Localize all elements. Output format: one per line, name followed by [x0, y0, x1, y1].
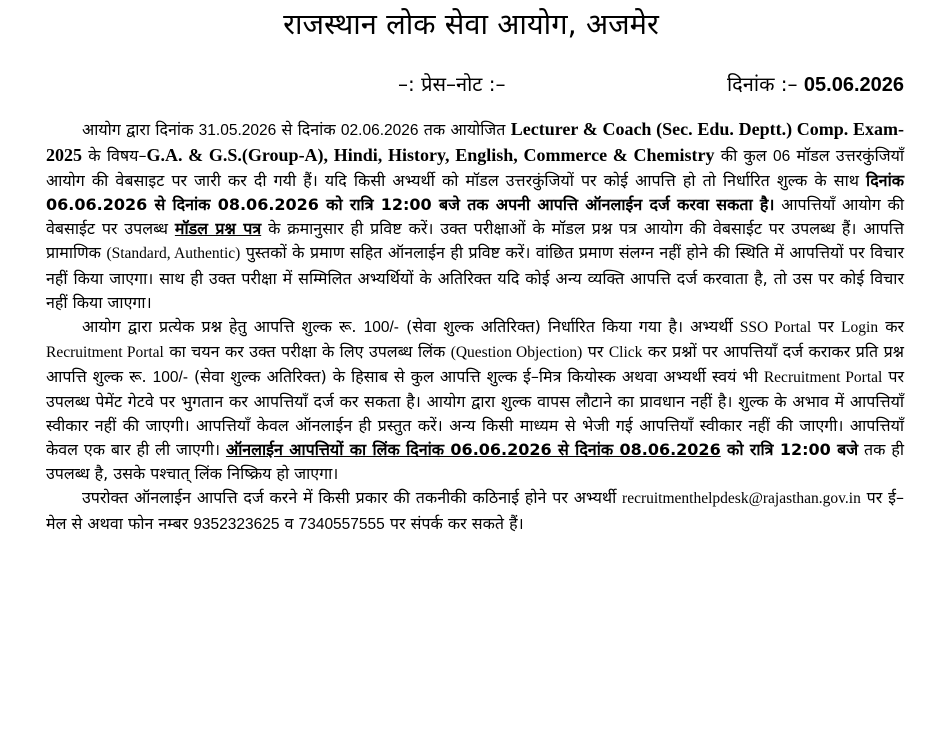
body-text	[46, 117, 904, 537]
para2-text: पर	[811, 316, 842, 336]
objection-link-window-underlined: ऑनलाईन आपत्तियों का लिंक दिनांक 06.06.2026 से दिनांक 08.06.2026	[225, 440, 721, 460]
paragraph-3	[46, 486, 904, 536]
para2-text: का चयन कर उक्त परीक्षा के लिए उपलब्ध लिंक	[163, 341, 451, 361]
para1-text: पुस्तकों के प्रमाण सहित ऑनलाईन ही प्रविष्ट करें। वांछित प्रमाण संलग्न नहीं होने की स्थिति में आपत्तियों पर विचार नहीं किया जाएगा। साथ ही उक्त परीक्षा में सम्मिलित अभ्यर्थियों के अतिरिक्त यदि कोई अन्य व्यक्ति आपत्ति दर्ज करवाता है, तो उस पर कोई विचार नहीं किया जाएगा।	[46, 243, 904, 312]
para1-text: के क्रमानुसार ही प्रविष्ट करें। उक्त परीक्षाओं के मॉडल प्रश्न पत्र आयोग की वेबसाईट पर उपलब्ध हैं। आपत्ति प्रामाणिक	[46, 219, 904, 263]
para1-text: मॉडल उत्तरकुंजियाँ आयोग की वेबसाइट पर जारी कर दी गयी हैं। यदि किसी अभ्यर्थी को मॉडल उत्तरकुंजियों पर कोई आपत्ति हो तो निर्धारित शुल्क के साथ	[46, 146, 905, 191]
para1-text: आयोग द्वारा दिनांक	[82, 120, 199, 139]
exam-name: Lecturer & Coach (Sec. Edu. Deptt.) Comp. Exam-2025	[46, 119, 904, 166]
para3-text: उपरोक्त ऑनलाईन आपत्ति दर्ज करने में किसी प्रकार की तकनीकी कठिनाई होने पर अभ्यर्थी	[82, 488, 623, 508]
helpdesk-email: recruitmenthelpdesk@rajasthan.gov.in	[622, 490, 861, 508]
fee-amount: 100/-	[363, 318, 399, 336]
press-note-heading: –: प्रेस–नोट :–	[398, 72, 506, 96]
paragraph-2	[46, 315, 904, 487]
recruitment-portal-text: Recruitment Portal	[46, 343, 164, 361]
para1-end-date: 02.06.2026	[340, 122, 419, 139]
para3-text: व	[279, 513, 299, 533]
paragraph-1	[46, 117, 904, 315]
para2-text: पर	[582, 341, 609, 361]
model-question-paper-underlined: मॉडल प्रश्न पत्र	[174, 219, 262, 239]
para2-text: पर उपलब्ध पेमेंट गेटवे पर भुगतान कर आपत्तियाँ दर्ज कर सकता है। आयोग द्वारा शुल्क वापस लौटाने का प्रावधान नहीं है। शुल्क के अभाव में आपत्तियाँ स्वीकार नहीं की जाएगी। आपत्तियाँ केवल ऑनलाईन ही प्रस्तुत करें। अन्य किसी माध्यम से भेजी गई आपत्तियाँ स्वीकार नहीं की जाएगी। आपत्तियाँ केवल एक बार ही ली जाएगी।	[46, 366, 904, 460]
para1-start-date: 31.05.2026	[198, 122, 277, 139]
question-objection-text: (Question Objection)	[450, 343, 583, 361]
para1-text: आपत्तियाँ आयोग की वेबसाईट पर उपलब्ध	[46, 195, 904, 239]
standard-authentic-text: (Standard, Authentic)	[106, 245, 241, 263]
phone-number-1: 9352323625	[193, 515, 280, 533]
sso-portal-text: SSO Portal	[739, 318, 812, 336]
para2-text: तक ही उपलब्ध है, उसके पश्चात् लिंक निष्क्रिय हो जाएगा।	[46, 440, 904, 484]
exam-subjects: G.A. & G.S.(Group-A), Hindi, History, English, Commerce & Chemistry	[146, 145, 715, 166]
para1-text: की कुल	[714, 146, 773, 166]
para3-text: पर संपर्क कर सकते हैं।	[384, 513, 524, 533]
para2-text: (सेवा शुल्क अतिरिक्त) के हिसाब से कुल आपत्ति शुल्क ई–मित्र कियोस्क अथवा अभ्यर्थी स्वयं भी	[188, 366, 764, 386]
para2-text: (सेवा शुल्क अतिरिक्त) निर्धारित किया गया है। अभ्यर्थी	[398, 316, 740, 336]
para1-text: तक आयोजित	[418, 120, 511, 139]
answer-key-count: 06	[772, 148, 791, 166]
phone-number-2: 7340557555	[298, 515, 385, 533]
para3-text: पर ई–मेल से अथवा फोन नम्बर	[46, 488, 904, 533]
date-line	[727, 66, 904, 103]
login-text: Login	[841, 318, 879, 336]
date-label: दिनांक :–	[726, 72, 798, 96]
para2-text: कर	[878, 316, 905, 336]
objection-link-time-bold: को रात्रि 12:00 बजे	[720, 440, 859, 460]
para2-text: कर प्रश्नों पर आपत्तियाँ दर्ज कराकर प्रति प्रश्न आपत्ति शुल्क रू.	[46, 341, 904, 386]
para2-text: आयोग द्वारा प्रत्येक प्रश्न हेतु आपत्ति शुल्क रू.	[82, 316, 364, 336]
header-row	[0, 66, 942, 102]
para1-text: के विषय–	[82, 146, 147, 166]
recruitment-portal-text: Recruitment Portal	[763, 368, 883, 386]
click-text: Click	[608, 343, 643, 361]
para1-text: से दिनांक	[276, 120, 341, 139]
objection-window-bold: दिनांक 06.06.2026 से दिनांक 08.06.2026 को रात्रि 12:00 बजे तक अपनी आपत्ति ऑनलाईन दर्ज करवा सकता है।	[46, 171, 904, 215]
page-title: राजस्थान लोक सेवा आयोग, अजमेर	[283, 7, 659, 41]
date-value: 05.06.2026	[803, 74, 904, 96]
fee-amount: 100/-	[152, 368, 189, 386]
